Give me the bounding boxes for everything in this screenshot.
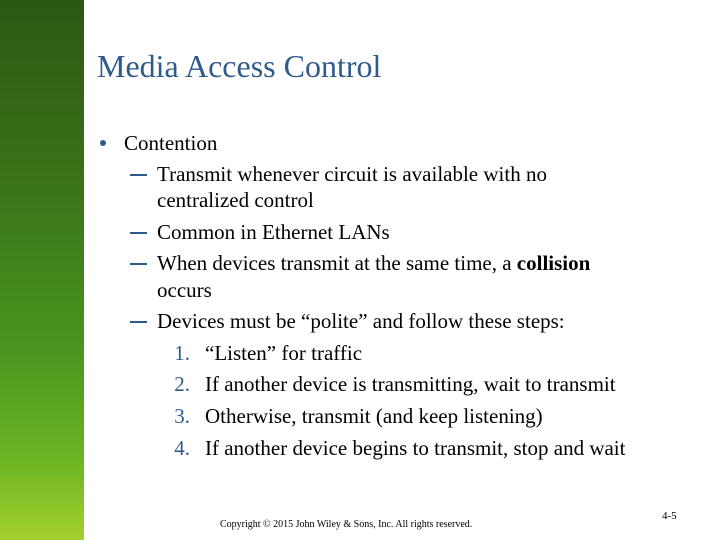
step-number: 3.: [174, 404, 190, 428]
step-text: If another device is transmitting, wait to transmit: [205, 372, 616, 396]
step-text: “Listen” for traffic: [205, 341, 363, 365]
bullet-contention: Contention: [124, 131, 218, 155]
sub-item-4: Devices must be “polite” and follow these steps:: [157, 309, 565, 333]
dash-icon: [130, 321, 147, 323]
sub-item-1-line2: centralized control: [157, 188, 314, 212]
bullet-icon: [100, 140, 106, 146]
step-number: 2.: [174, 372, 190, 396]
step-text: If another device begins to transmit, stop and wait: [205, 436, 626, 460]
step-text: Otherwise, transmit (and keep listening): [205, 404, 543, 428]
sub-item-3-line2: occurs: [157, 278, 212, 302]
step-number: 4.: [174, 436, 190, 460]
slide-title: Media Access Control: [97, 48, 382, 84]
page-number: 4-5: [662, 510, 677, 522]
copyright-footer: Copyright © 2015 John Wiley & Sons, Inc. All rights reserved.: [220, 519, 473, 530]
side-gradient-bar: [0, 0, 84, 540]
dash-icon: [130, 174, 147, 176]
sub-item-1-line1: Transmit whenever circuit is available with no: [157, 162, 547, 186]
dash-icon: [130, 232, 147, 234]
collision-term: collision: [516, 251, 591, 275]
sub-item-3-text: When devices transmit at the same time, a: [157, 251, 517, 275]
sub-item-3-line1: [157, 251, 590, 275]
dash-icon: [130, 263, 147, 265]
step-number: 1.: [174, 341, 190, 365]
sub-item-2: Common in Ethernet LANs: [157, 220, 390, 244]
